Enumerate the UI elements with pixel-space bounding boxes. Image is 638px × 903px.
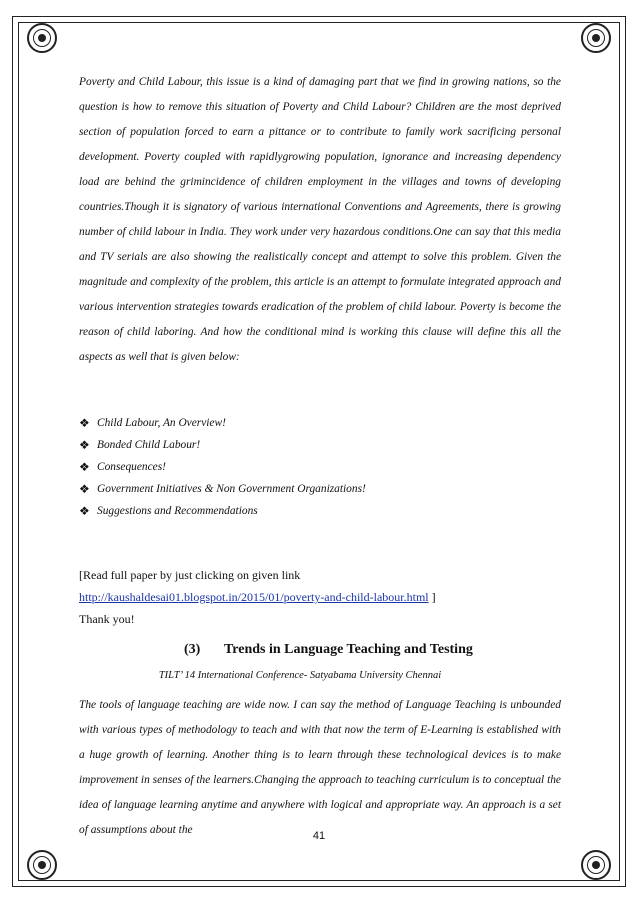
read-more-text: [Read full paper by just clicking on given link	[79, 568, 301, 582]
corner-ornament-icon	[581, 23, 611, 53]
section-number: (3)	[184, 642, 201, 657]
read-more-close: ]	[428, 590, 436, 604]
section-title: Trends in Language Teaching and Testing	[224, 642, 473, 657]
diamond-bullet-icon: ❖	[79, 482, 90, 496]
corner-ornament-icon	[581, 850, 611, 880]
list-item: ❖ Consequences!	[79, 456, 561, 478]
topic-list	[79, 412, 561, 522]
intro-paragraph: Poverty and Child Labour, this issue is a kind of damaging part that we find in growing nations, so the question is how to remove this situation of Poverty and Child Labour? Children are the most deprived section of population forced to earn a pittance or to contribute to family work sacrificing personal development. Poverty coupled with rapidlygrowing population, ignorance and increasing dependency load are behind the grimincidence of children employment in the villages and towns of developing countries.Though it is signatory of various international Conventions and Agreements, there is growing number of child labour in India. They work under very hazardous conditions.One can say that this media and TV serials are also showing the realistically concept and attempt to solve this problem. Given the magnitude and complexity of the problem, this article is an attempt to formulate integrated approach and various intervention strategies towards eradication of the problem of child labour. Poverty is become the reason of child laboring. And how the conditional mind is working this clause will define this all the aspects as well that is given below:	[79, 76, 561, 363]
page-number: 41	[312, 830, 326, 842]
diamond-bullet-icon: ❖	[79, 460, 90, 474]
corner-ornament-icon	[27, 850, 57, 880]
corner-ornament-icon	[27, 23, 57, 53]
page-content	[79, 70, 561, 843]
thank-you-text: Thank you!	[79, 612, 135, 626]
section-subtitle: TILT’ 14 International Conference- Satyabama University Chennai	[158, 670, 442, 681]
diamond-bullet-icon: ❖	[79, 416, 90, 430]
section-heading	[79, 642, 561, 658]
section-paragraph: The tools of language teaching are wide now. I can say the method of Language Teaching is unbounded with various types of methodology to teach and with that now the term of E-Learning is established with a huge growth of learning. Another thing is to learn through these technological devices is to make improvement in senses of the learners.Changing the approach to teaching curriculum is to conceptual the idea of language learning anytime and anywhere with logical and appropriate way. An approach is a set of assumptions about the	[79, 699, 561, 836]
diamond-bullet-icon: ❖	[79, 438, 90, 452]
paper-link[interactable]: http://kaushaldesai01.blogspot.in/2015/01/poverty-and-child-labour.html	[79, 590, 429, 604]
list-item: ❖ Government Initiatives & Non Government Organizations!	[79, 478, 561, 500]
read-more-block	[79, 564, 561, 608]
list-item: ❖ Suggestions and Recommendations	[79, 500, 561, 522]
diamond-bullet-icon: ❖	[79, 504, 90, 518]
list-item: ❖ Bonded Child Labour!	[79, 434, 561, 456]
list-item: ❖ Child Labour, An Overview!	[79, 412, 561, 434]
